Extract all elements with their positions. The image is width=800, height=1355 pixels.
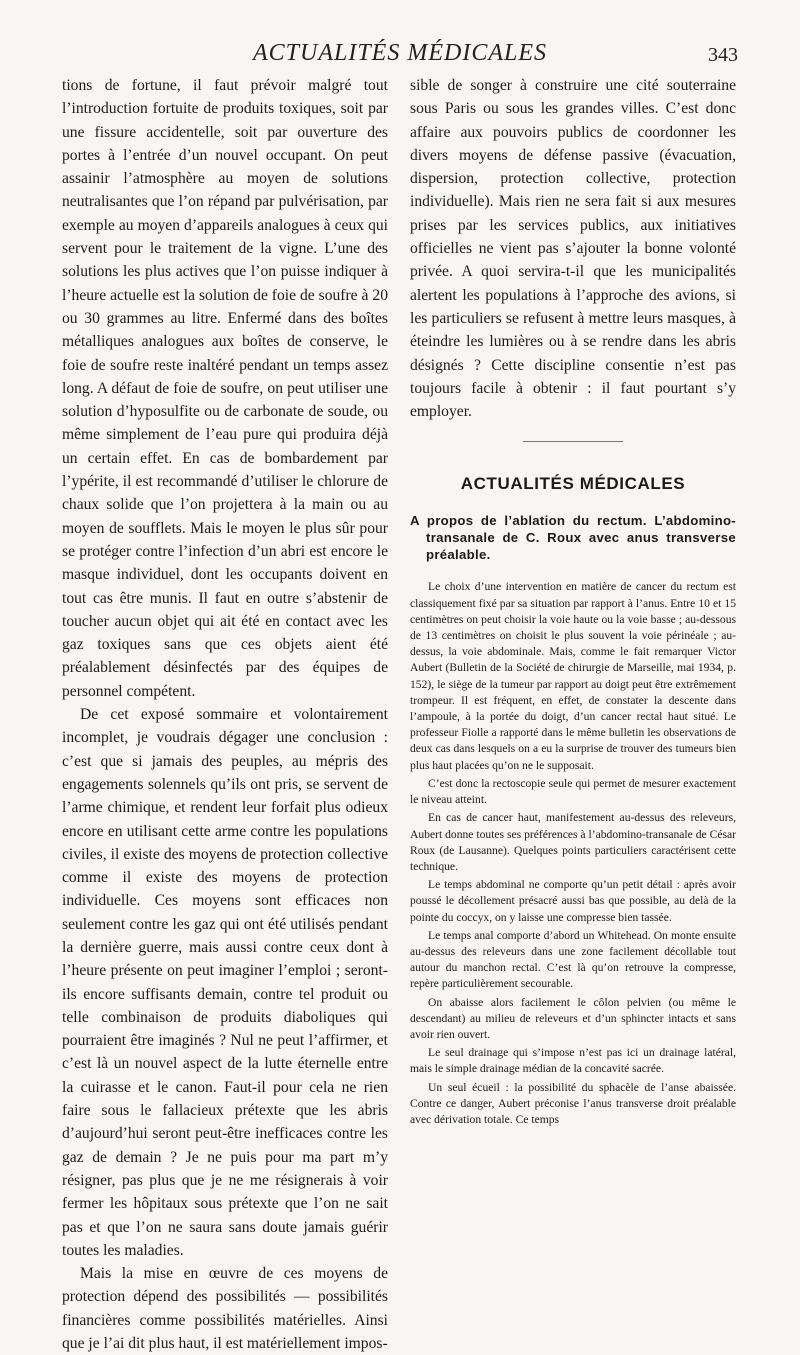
article-body — [410, 579, 736, 1128]
page-number: 343 — [708, 44, 738, 66]
left-paragraph-3: Mais la mise en œuvre de ces moyens de protection dépend des possibilités — possibilités financières comme possibilités matérielles. Ainsi que je l’ai dit plus haut, il est matériellement impos- — [62, 1265, 388, 1353]
article-title: A propos de l’ablation du rectum. L’abdomino-transanale de C. Roux avec anus transverse préalable. — [410, 513, 736, 563]
right-column — [410, 74, 736, 1130]
article-paragraph-1: Le choix d’une intervention en matière de cancer du rectum est classiquement fixé par sa situation par rapport à l’anus. Entre 10 et 15 centimètres on peut choisir la voie haute ou la voie basse ; au-dessous de 13 centimètres on choisit le plus souvent la voie périnéale ; au-dessus, la voie abdominale. Mais, comme le fait remarquer Victor Aubert (Bulletin de la Société de chirurgie de Marseille, mai 1934, p. 152), le siège de la tumeur par rapport au doigt peut être extrêmement trompeur. Il est fréquent, en effet, de constater la descente dans l’ampoule, à la portée du doigt, d’un cancer rectal haut situé. Le professeur Fiolle a rapporté dans le même bulletin les observations de deux cas dans lesquels on a eu la surprise de trouver des tumeurs bien plus haut placées qu’on ne le supposait. — [410, 580, 736, 772]
article-paragraph-3: En cas de cancer haut, manifestement au-dessus des releveurs, Aubert donne toutes ses préférences à l’abdomino-transanale de César Roux (de Lausanne). Quelques points particuliers caractérisent cette technique. — [410, 811, 736, 873]
article-paragraph-2: C’est donc la rectoscopie seule qui permet de mesurer exactement le niveau atteint. — [410, 776, 736, 807]
running-head — [62, 40, 738, 72]
left-column — [62, 74, 388, 1355]
left-paragraph-1: tions de fortune, il faut prévoir malgré tout l’introduction fortuite de produits toxiques, soit par une fissure accidentelle, soit par ouverture des portes à l’entrée d’un nouvel occupant. On peut assainir l’atmosphère au moyen de solutions neutralisantes que l’on répand par pulvérisation, par exemple au moyen d’appareils analogues à ceux qui servent pour le traitement de la vigne. L’une des solutions les plus actives que l’on puisse indiquer à l’heure actuelle est la solution de foie de soufre à 20 ou 30 grammes au litre. Enfermé dans des boîtes métalliques analogues aux boîtes de conserve, le foie de soufre reste inaltéré pendant un temps assez long. A défaut de foie de soufre, on peut utiliser une solution d’hyposulfite ou de carbonate de soude, ou même simplement de l’eau pure qui produira déjà un certain effet. En cas de bombardement par l’ypérite, il est recommandé d’utiliser le chlorure de chaux solide que l’on projettera à la main ou au moyen de soufflets. Mais le moyen le plus sûr pour se protéger contre l’infection d’un abri est encore le masque individuel, dont les occupants doivent en tout cas être munis. Il faut en outre s’abstenir de toucher aucun objet qui ait été en contact avec les gaz toxiques sans que ces objets aient été préalablement désinfectés par des équipes de personnel compétent. — [62, 77, 388, 700]
right-paragraph-1: sible de songer à construire une cité souterraine sous Paris ou sous les grandes villes. C’est donc affaire aux pouvoirs publics de coordonner les divers moyens de défense passive (évacuation, dispersion, protection collective, protection individuelle). Mais rien ne sera fait si aux mesures prises par les services publics, aux initiatives officielles ne vient pas s’ajouter la bonne volonté privée. A quoi servira-t-il que les municipalités alertent les populations à l’approche des avions, si les particuliers se refusent à mettre leurs masques, à éteindre les lumières ou à se rendre dans les abris désignés ? Cette discipline consentie n’est pas toujours facile à obtenir : il faut pourtant s’y employer. — [410, 77, 736, 421]
running-title: ACTUALITÉS MÉDICALES — [252, 40, 547, 66]
section-heading: ACTUALITÉS MÉDICALES — [460, 474, 686, 494]
article-paragraph-7: Le seul drainage qui s’impose n’est pas ici un drainage latéral, mais le simple drainage médian de la concavité sacrée. — [410, 1046, 736, 1076]
article-paragraph-4: Le temps abdominal ne comporte qu’un petit détail : après avoir poussé le décollement présacré aussi bas que possible, au delà de la pointe du coccyx, on y laisse une compresse bien tassée. — [410, 878, 736, 924]
article-paragraph-8: Un seul écueil : la possibilité du sphacèle de l’anse abaissée. Contre ce danger, Aubert préconise l’anus transverse droit préalable avec dérivation totale. Ce temps — [410, 1080, 736, 1126]
left-paragraph-2: De cet exposé sommaire et volontairement incomplet, je voudrais dégager une conclusion : c’est que si jamais des peuples, au mépris des engagements solennels qu’ils ont pris, se servent de l’arme chimique, et rendent leur forfait plus odieux encore en utilisant cette arme contre les populations civiles, il existe des moyens de protection collective comme il existe des moyens de protection individuelle. Ces moyens sont efficaces non seulement contre les gaz qui ont été utilisés pendant la dernière guerre, mais aussi contre ceux dont à l’heure présente on peut imaginer l’emploi ; seront-ils encore suffisants demain, contre tel produit ou telle combinaison de produits diaboliques qui pourraient être imaginés ? Nul ne peut l’affirmer, et c’est là un nouvel aspect de la lutte éternelle entre la cuirasse et le canon. Faut-il pour cela ne rien faire sous le fallacieux prétexte que les abris d’aujourd’hui seront peut-être inefficaces contre les gaz de demain ? Je ne puis pour ma part m’y résigner, pas plus que je ne me résignerais à voir fermer les hôpitaux sous prétexte que l’on ne sait pas et que l’on ne saura sans doute jamais guérir toutes les maladies. — [62, 706, 388, 1259]
section-divider — [523, 441, 623, 442]
article-paragraph-6: On abaisse alors facilement le côlon pelvien (ou même le descendant) au milieu de releveurs et d’un sphincter intacts et sans avoir rien ouvert. — [410, 995, 736, 1041]
article-paragraph-5: Le temps anal comporte d’abord un Whitehead. On monte ensuite au-dessus des releveurs dans une zone facilement décollable tout autour du manchon rectal. C’est là qu’on retrouve la compresse, repère particulièrement secourable. — [410, 928, 736, 991]
